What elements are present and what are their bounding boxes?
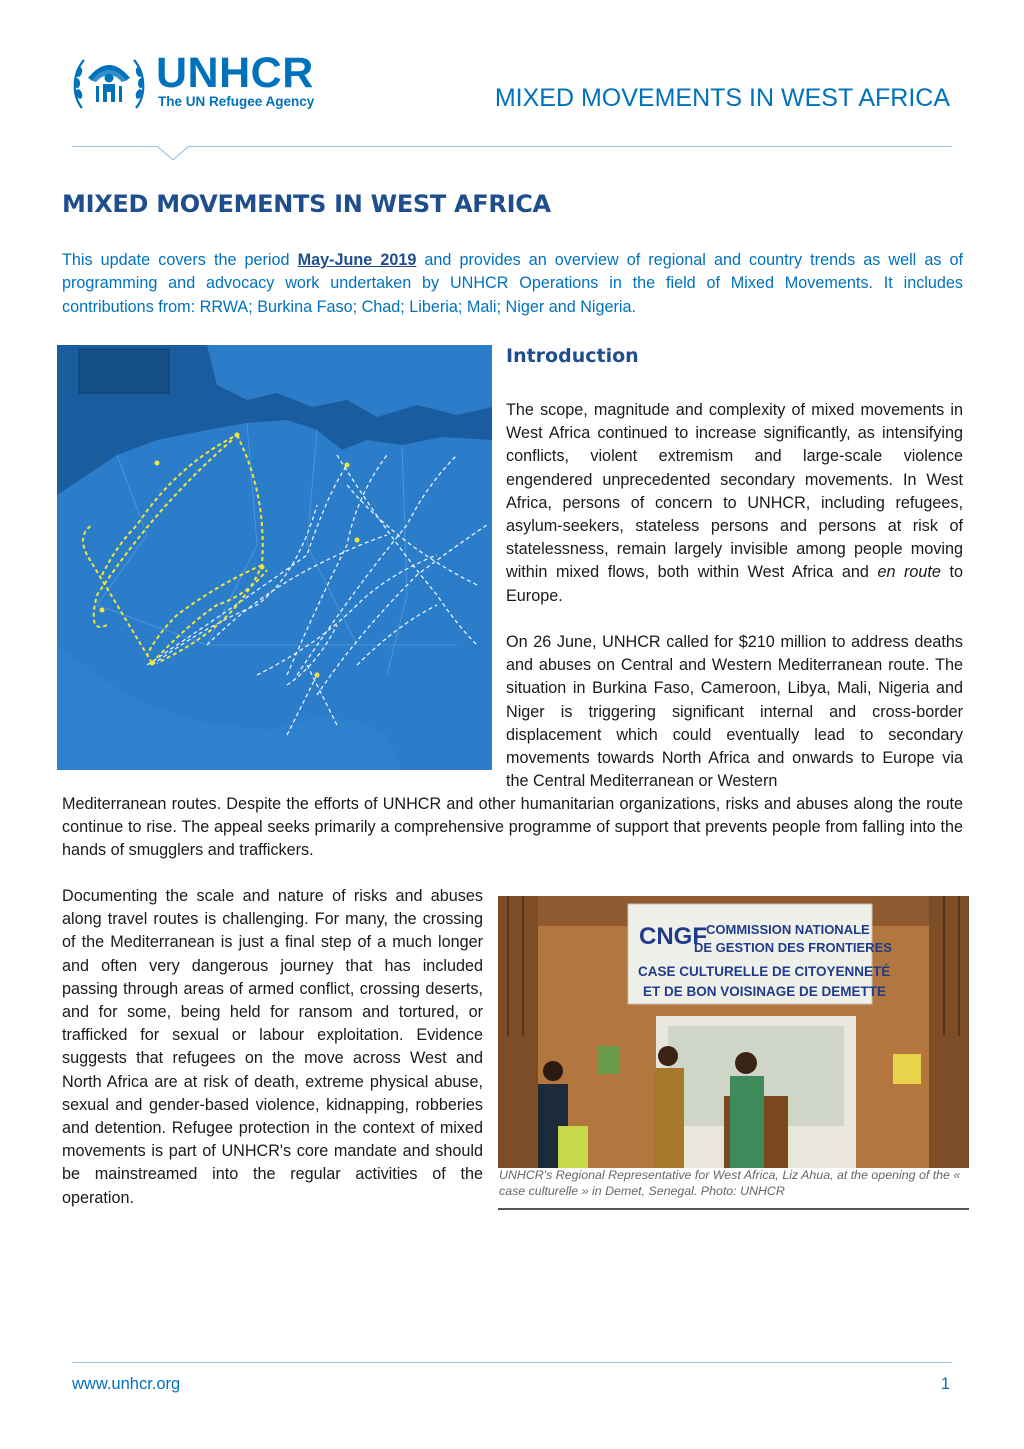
sign-line-1: COMMISSION NATIONALE [706,922,870,937]
photo-case-culturelle [498,896,969,1168]
migration-routes-map [57,345,492,770]
paragraph-risks: Documenting the scale and nature of risks and abuses along travel routes is challenging. For many, the crossing of the Mediterranean is just a final step of a much longer and often very dangerous journey that has included passing through areas of armed conflict, crossing deserts, and for some, being held for ransom and tortured, or trafficked for sexual or labour exploitation. Evidence suggests that refugees on the move across West and North Africa are at risk of death, extreme physical abuse, sexual and gender-based violence, kidnapping, robberies and detention. Refugee protection in the context of mixed movements is part of UNHCR's core mandate and should be mainstreamed into the regular activities of the operation. [62,887,483,1207]
intro-text-start: This update covers the period [62,251,298,269]
unhcr-logo [70,48,350,114]
paragraph-scope-end: to Europe. [506,563,964,605]
footer-website-link[interactable]: www.unhcr.org [72,1375,181,1393]
page-number: 1 [940,1375,950,1393]
sign-line-3: CASE CULTURELLE DE CITOYENNETÉ [638,964,891,979]
photo-caption: UNHCR's Regional Representative for West Africa, Liz Ahua, at the opening of the « case culturelle » in Demet, Senegal. Photo: UNHCR [499,1168,961,1198]
sign-line-2: DE GESTION DES FRONTIERES [694,940,892,955]
sign-line-4: ET DE BON VOISINAGE DE DEMETTE [643,984,887,999]
header-title: MIXED MOVEMENTS IN WEST AFRICA [494,84,950,112]
reporting-period: May-June 2019 [297,251,417,269]
paragraph-appeal-continued: Mediterranean routes. Despite the efforts of UNHCR and other humanitarian organizations, risks and abuses along the route continue to rise. The appeal seeks primarily a comprehensive programme of support that prevents people from falling into the hands of smugglers and traffickers. [62,795,963,860]
intro-paragraph [62,249,963,319]
photo-figure [498,896,969,1210]
logo-tagline: The UN Refugee Agency [158,94,315,109]
header-divider [72,146,952,147]
map-inset [79,349,169,393]
paragraph-scope-text: The scope, magnitude and complexity of mixed movements in West Africa continued to increase significantly, as intensifying conflicts, violent extremism and large-scale violence engendered unprecedented secondary movements. In West Africa, persons of concern to UNHCR, including refugees, asylum-seekers, stateless persons and persons at risk of statelessness, remain largely invisible among people moving within mixed flows, both within West Africa and [506,401,963,582]
paragraph-appeal: On 26 June, UNHCR called for $210 million to address deaths and abuses on Central and Western Mediterranean route. The situation in Burkina Faso, Cameroon, Libya, Mali, Nigeria and Niger is triggering significant internal and cross-border displacement which could eventually lead to secondary movements towards North Africa and onwards to Europe via the Central Mediterranean or Western [506,633,963,791]
paragraph-scope-italic: en route [877,563,941,582]
logo-wordmark: UNHCR [156,49,314,97]
header-notch-icon [157,146,189,162]
footer-divider [72,1362,952,1363]
page-header [0,0,1024,170]
page-title: MIXED MOVEMENTS IN WEST AFRICA [62,190,551,218]
intro-text-end: and provides an overview of regional and country trends as well as of programming and advocacy work undertaken by UNHCR Operations in the field of Mixed Movements. It includes contributions from: RRWA; Burkina Faso; Chad; Liberia; Mali; Niger and Nigeria. [62,251,964,316]
sign-brand: CNGF [639,923,707,950]
section-heading-introduction: Introduction [506,345,639,367]
unhcr-emblem-icon [70,48,148,114]
paragraph-scope [506,399,963,608]
